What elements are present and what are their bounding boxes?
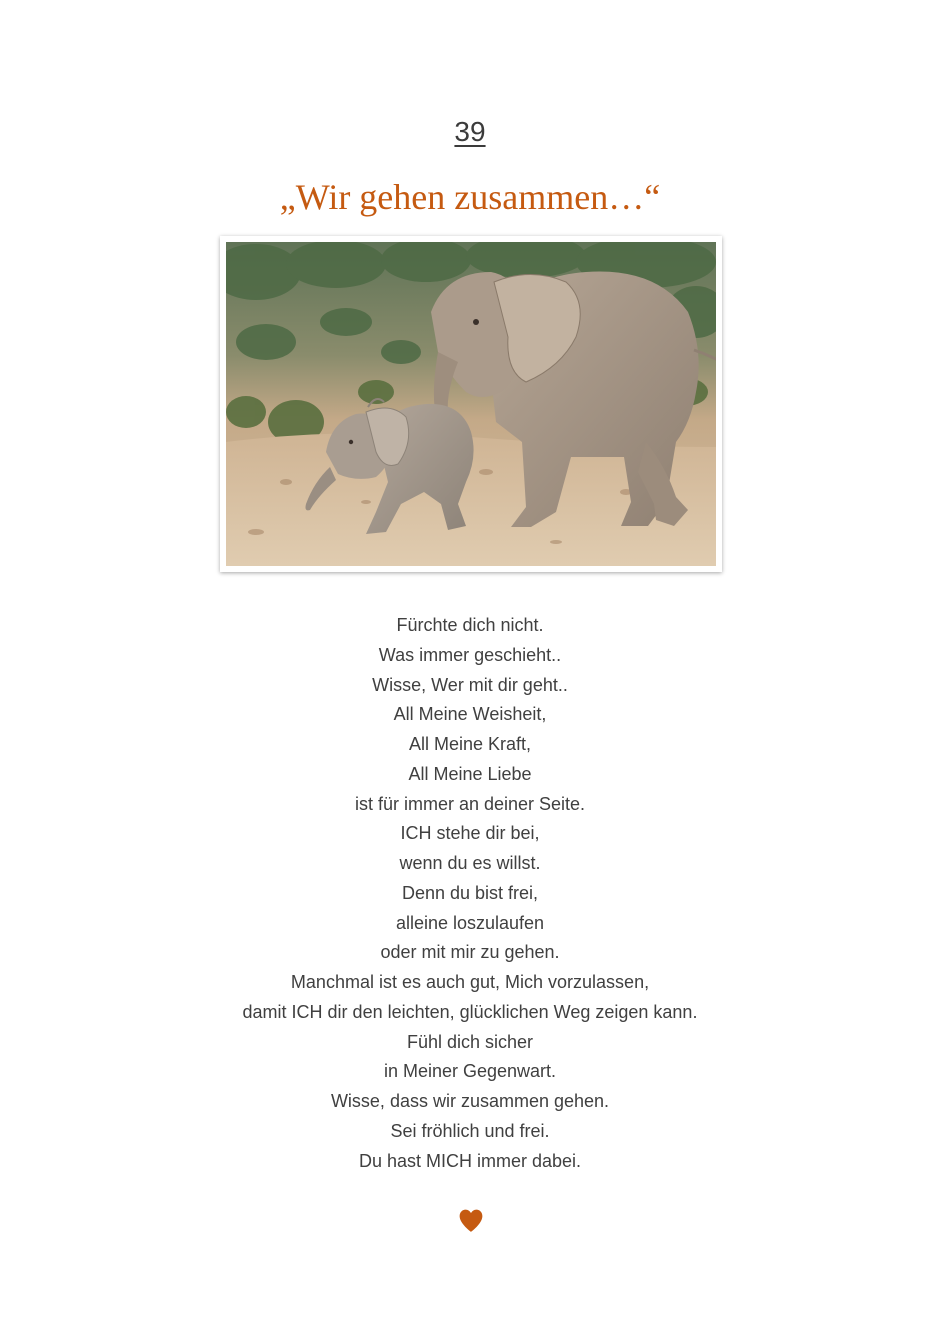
page-number: 39 xyxy=(454,116,486,147)
heart-icon xyxy=(458,1208,484,1234)
poem-line: All Meine Kraft, xyxy=(408,734,532,754)
elephant-photo xyxy=(220,236,722,572)
poem-line: ist für immer an deiner Seite. xyxy=(354,793,586,814)
poem-line: Fürchte dich nicht. xyxy=(396,615,544,635)
poem-line: wenn du es willst. xyxy=(399,853,541,873)
poem-line: Manchmal ist es auch gut, Mich vorzulassen, xyxy=(290,972,650,992)
poem-line: alleine loszulaufen xyxy=(395,912,545,933)
poem-line: ICH stehe dir bei, xyxy=(400,823,540,844)
poem-line: damit ICH dir den leichten, glücklichen Weg zeigen kann. xyxy=(242,1001,698,1022)
poem-line: All Meine Weisheit, xyxy=(393,704,547,725)
poem-line: Fühl dich sicher xyxy=(406,1031,534,1052)
poem-line: Denn du bist frei, xyxy=(401,882,539,903)
poem-line: Wisse, dass wir zusammen gehen. xyxy=(330,1091,610,1111)
elephant-photo-image xyxy=(226,242,716,566)
poem-line: All Meine Liebe xyxy=(408,763,532,784)
poem-line: oder mit mir zu gehen. xyxy=(380,942,560,963)
poem-line: Wisse, Wer mit dir geht.. xyxy=(372,674,568,695)
poem-line: Du hast MICH immer dabei. xyxy=(358,1150,582,1171)
poem xyxy=(0,611,940,1176)
poem-line: Was immer geschieht.. xyxy=(378,644,562,665)
poem-line: in Meiner Gegenwart. xyxy=(383,1061,557,1082)
poem-line: Sei fröhlich und frei. xyxy=(390,1120,550,1141)
page-title: „Wir gehen zusammen…“ xyxy=(279,177,661,217)
